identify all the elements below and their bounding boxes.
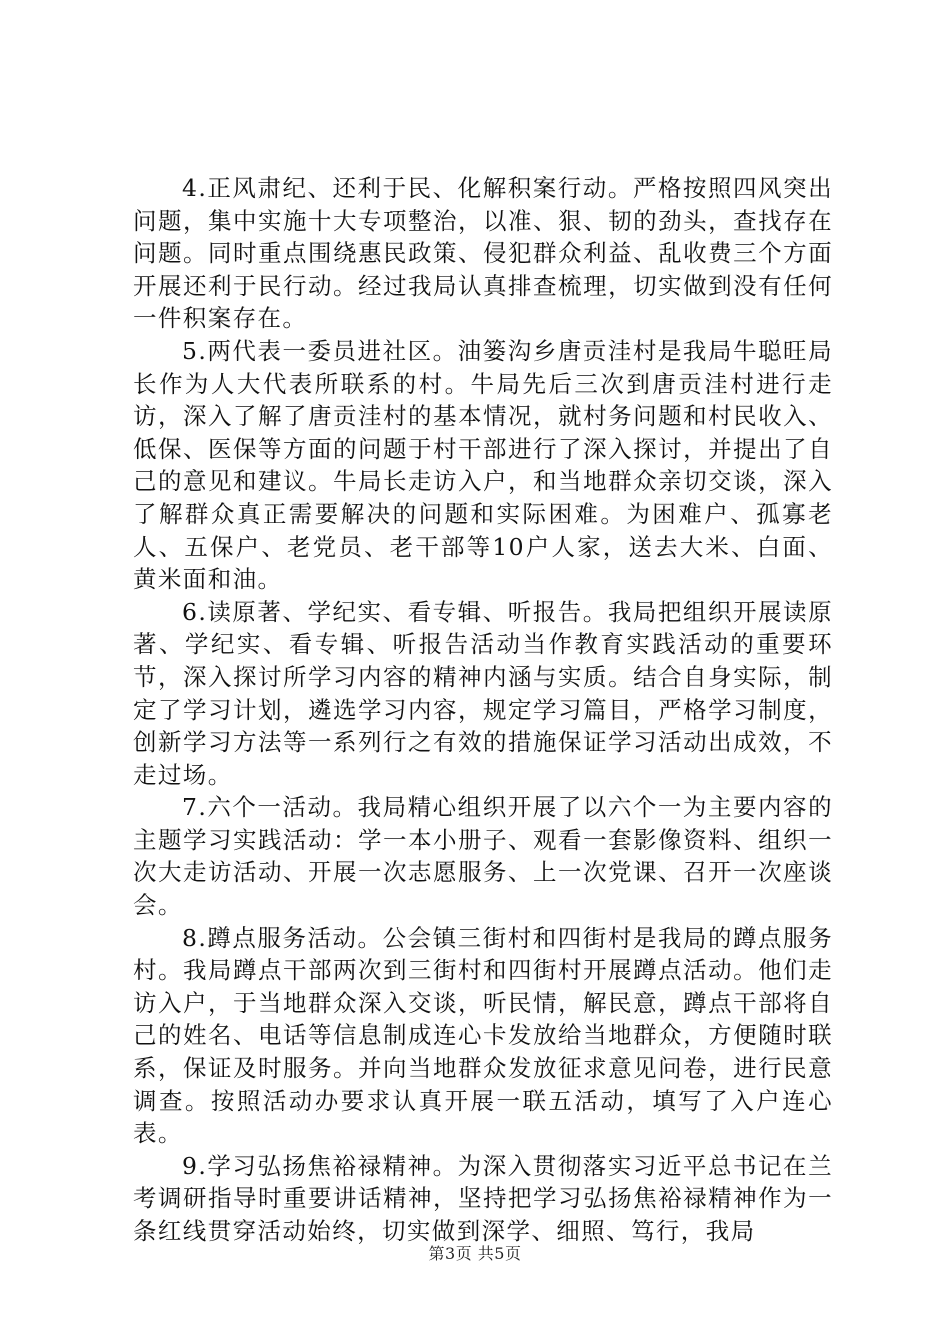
- paragraph-8: 8.蹲点服务活动。公会镇三街村和四街村是我局的蹲点服务村。我局蹲点干部两次到三街村和四街村开展蹲点活动。他们走访入户，于当地群众深入交谈，听民情，解民意，蹲点干部将自己的姓名、电话等信息制成连心卡发放给当地群众，方便随时联系，保证及时服务。并向当地群众发放征求意见问卷，进行民意调查。按照活动办要求认真开展一联五活动，填写了入户连心表。: [133, 923, 833, 1148]
- document-body: [133, 172, 833, 1248]
- page-footer: 第3页 共5页: [428, 1244, 522, 1263]
- paragraph-5: 5.两代表一委员进社区。油篓沟乡唐贡洼村是我局牛聪旺局长作为人大代表所联系的村。牛局先后三次到唐贡洼村进行走访，深入了解了唐贡洼村的基本情况，就村务问题和村民收入、低保、医保等方面的问题于村干部进行了深入探讨，并提出了自己的意见和建议。牛局长走访入户，和当地群众亲切交谈，深入了解群众真正需要解决的问题和实际困难。为困难户、孤寡老人、五保户、老党员、老干部等10户人家，送去大米、白面、黄米面和油。: [133, 336, 833, 594]
- paragraph-4: 4.正风肃纪、还利于民、化解积案行动。严格按照四风突出问题，集中实施十大专项整治，以准、狠、韧的劲头，查找存在问题。同时重点围绕惠民政策、侵犯群众利益、乱收费三个方面开展还利于民行动。经过我局认真排查梳理，切实做到没有任何一件积案存在。: [133, 174, 833, 333]
- paragraph-9: 9.学习弘扬焦裕禄精神。为深入贯彻落实习近平总书记在兰考调研指导时重要讲话精神，坚持把学习弘扬焦裕禄精神作为一条红线贯穿活动始终，切实做到深学、细照、笃行，我局: [133, 1151, 833, 1245]
- paragraph-6: 6.读原著、学纪实、看专辑、听报告。我局把组织开展读原著、学纪实、看专辑、听报告活动当作教育实践活动的重要环节，深入探讨所学习内容的精神内涵与实质。结合自身实际，制定了学习计划，遴选学习内容，规定学习篇目，严格学习制度，创新学习方法等一系列行之有效的措施保证学习活动出成效，不走过场。: [133, 597, 833, 789]
- paragraph-7: 7.六个一活动。我局精心组织开展了以六个一为主要内容的主题学习实践活动：学一本小册子、观看一套影像资料、组织一次大走访活动、开展一次志愿服务、上一次党课、召开一次座谈会。: [133, 793, 833, 920]
